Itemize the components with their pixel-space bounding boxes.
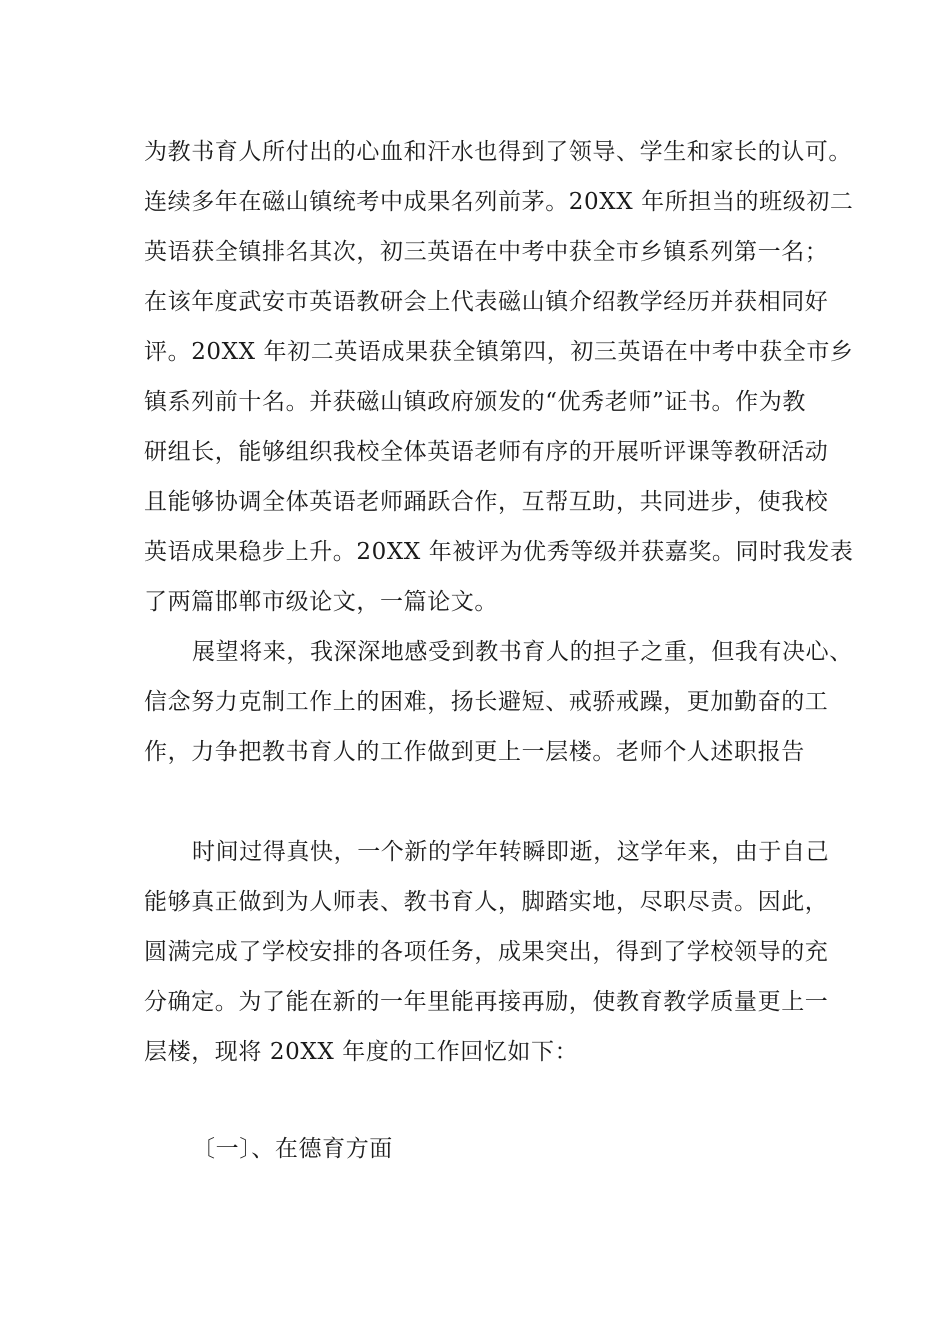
text-line: 层楼，现将 20XX 年度的工作回忆如下： xyxy=(144,1039,579,1065)
text-line: 英语成果稳步上升。20XX 年被评为优秀等级并获嘉奖。同时我发表 xyxy=(144,539,854,565)
text-line: 且能够协调全体英语老师踊跃合作，互帮互助，共同进步，使我校 xyxy=(144,489,829,515)
text-line: 英语获全镇排名其次，初三英语在中考中获全市乡镇系列第一名； xyxy=(144,239,829,265)
text-line: 信念努力克制工作上的困难，扬长避短、戒骄戒躁，更加勤奋的工 xyxy=(144,689,829,715)
text-line: 镇系列前十名。并获磁山镇政府颁发的“优秀老师”证书。作为教 xyxy=(144,389,806,415)
text-line: 展望将来，我深深地感受到教书育人的担子之重，但我有决心、 xyxy=(192,639,853,665)
text-line: 在该年度武安市英语教研会上代表磁山镇介绍教学经历并获相同好 xyxy=(144,289,829,315)
text-line: 时间过得真快，一个新的学年转瞬即逝，这学年来，由于自己 xyxy=(192,839,830,865)
text-line: 为教书育人所付出的心血和汗水也得到了领导、学生和家长的认可。 xyxy=(144,139,852,165)
text-line: 作，力争把教书育人的工作做到更上一层楼。老师个人述职报告 xyxy=(144,739,805,765)
text-line: 圆满完成了学校安排的各项任务，成果突出，得到了学校领导的充 xyxy=(144,939,829,965)
text-line: 分确定。为了能在新的一年里能再接再励，使教育教学质量更上一 xyxy=(144,989,829,1015)
text-line: 研组长，能够组织我校全体英语老师有序的开展听评课等教研活动 xyxy=(144,439,829,465)
text-line: 能够真正做到为人师表、教书育人，脚踏实地，尽职尽责。因此， xyxy=(144,889,829,915)
text-line: 评。20XX 年初二英语成果获全镇第四，初三英语在中考中获全市乡 xyxy=(144,339,854,365)
text-line: 了两篇邯郸市级论文，一篇论文。 xyxy=(144,589,498,615)
text-line: 连续多年在磁山镇统考中成果名列前茅。20XX 年所担当的班级初二 xyxy=(144,189,854,215)
section-heading: 〔一〕、在德育方面 xyxy=(192,1136,393,1162)
